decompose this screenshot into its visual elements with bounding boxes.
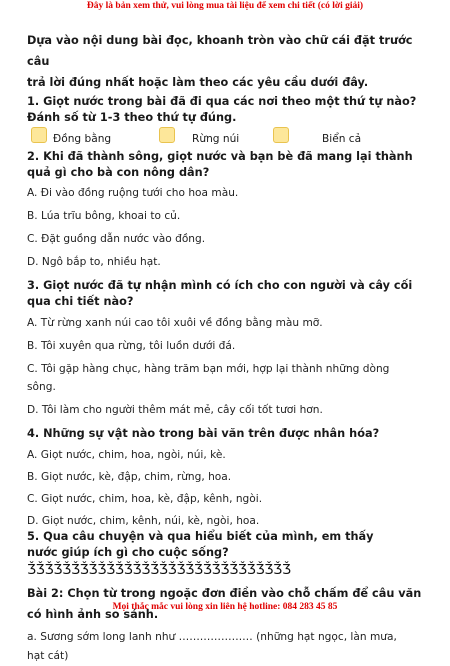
ordering-row — [27, 126, 427, 146]
place-label: Đồng bằng — [53, 133, 112, 145]
answer-option: B. Lúa trĩu bông, khoai to củ. — [27, 210, 181, 222]
order-number-box[interactable] — [159, 127, 175, 143]
answer-option: A. Đi vào đồng ruộng tưới cho hoa màu. — [27, 187, 239, 199]
question-1-line-1: 1. Giọt nước trong bài đã đi qua các nơi theo một thứ tự nào? — [27, 95, 417, 108]
question-1-line-2: Đánh số từ 1-3 theo thứ tự đúng. — [27, 111, 237, 124]
preview-notice-banner: Đây là bản xem thử, vui lòng mua tài liệu để xem chi tiết (có lời giải) — [86, 1, 364, 11]
answer-option: C. Tôi gặp hàng chục, hàng trăm bạn mới, hợp lại thành những dòng — [27, 363, 390, 375]
instructions-line-2: trả lời đúng nhất hoặc làm theo các yêu cầu dưới đây. — [27, 76, 369, 89]
order-number-box[interactable] — [31, 127, 47, 143]
question-5-line-1: 5. Qua câu chuyện và qua hiểu biết của mình, em thấy — [27, 530, 374, 543]
place-label: Biển cả — [322, 133, 362, 145]
answer-option: D. Giọt nước, chim, kênh, núi, kè, ngòi, hoa. — [27, 515, 260, 527]
question-5-line-2: nước giúp ích gì cho cuộc sống? — [27, 546, 229, 559]
exercise-2-item-a: a. Sương sớm long lanh như ………………… (những hạt ngọc, làn mưa, — [27, 631, 397, 643]
question-3-line-1: 3. Giọt nước đã tự nhận mình có ích cho con người và cây cối — [27, 279, 413, 292]
order-number-box[interactable] — [273, 127, 289, 143]
answer-option: A. Từ rừng xanh núi cao tôi xuôi về đồng bằng màu mỡ. — [27, 317, 323, 329]
exercise-2-line-2: có hình ảnh so sánh. — [27, 608, 159, 621]
worksheet-content — [27, 30, 427, 666]
hotline-footer: Mọi thắc mắc vui lòng xin liên hệ hotline: 084 283 45 85 — [112, 602, 338, 612]
answer-option: D. Ngô bắp to, nhiều hạt. — [27, 256, 161, 268]
exercise-2-item-a-continued: hạt cát) — [27, 650, 69, 662]
exercise-2-line-1: Bài 2: Chọn từ trong ngoặc đơn điền vào chỗ chấm để câu văn — [27, 587, 422, 600]
answer-option: C. Đặt guồng dẫn nước vào đồng. — [27, 233, 206, 245]
answer-option: C. Giọt nước, chim, hoa, kè, đập, kênh, ngòi. — [27, 493, 263, 505]
instructions-line-1: Dựa vào nội dung bài đọc, khoanh tròn vào chữ cái đặt trước câu — [27, 34, 413, 68]
question-4: 4. Những sự vật nào trong bài văn trên được nhân hóa? — [27, 427, 380, 440]
answer-option-continued: sông. — [27, 381, 56, 393]
answer-option: B. Giọt nước, kè, đập, chim, rừng, hoa. — [27, 471, 232, 483]
question-2-line-1: 2. Khi đã thành sông, giọt nước và bạn bè đã mang lại thành — [27, 150, 413, 163]
question-3-line-2: qua chi tiết nào? — [27, 295, 134, 308]
answer-option: A. Giọt nước, chim, hoa, ngòi, núi, kè. — [27, 449, 226, 461]
place-label: Rừng núi — [192, 133, 240, 145]
question-2-line-2: quả gì cho bà con nông dân? — [27, 166, 210, 179]
answer-option: D. Tôi làm cho người thêm mát mẻ, cây cối tốt tươi hơn. — [27, 404, 323, 416]
answer-writing-line: ǮǮǮǮǮǮǮǮǮǮǮǮǮǮǮǮǮǮǮǮǮǮǮǮǮǮǮǮǮǮ — [27, 562, 291, 578]
answer-option: B. Tôi xuyên qua rừng, tôi luồn dưới đá. — [27, 340, 236, 352]
